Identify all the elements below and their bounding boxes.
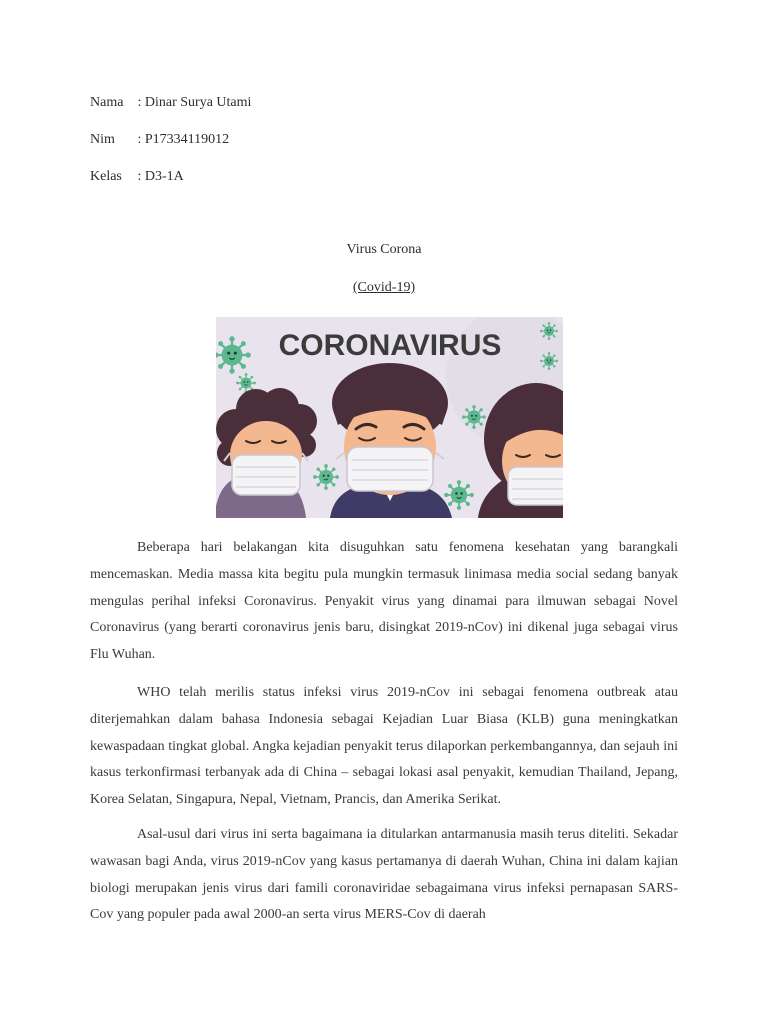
paragraph-2: WHO telah merilis status infeksi virus 2019-nCov ini sebagai fenomena outbreak atau diterjemahkan dalam bahasa Indonesia sebagai Kejadian Luar Biasa (KLB) guna meningkatkan kewaspadaan tingkat global. Angka kejadian penyakit terus dilaporkan perkembangannya, dan sejauh ini kasus terkonfirmasi terbanyak ada di China – sebagai lokasi asal penyakit, kemudian Thailand, Jepang, Korea Selatan, Singapura, Nepal, Vietnam, Prancis, dan Amerika Serikat. [90, 685, 678, 808]
paragraph-1: Beberapa hari belakangan kita disuguhkan satu fenomena kesehatan yang barangkali mencemaskan. Media massa kita begitu pula mungkin termasuk linimasa media social sedang banyak mengulas perihal infeksi Coronavirus. Penyakit virus yang dinamai para ilmuwan sebagai Novel Coronavirus (yang berarti coronavirus jenis baru, disingkat 2019-nCov) ini dikenal juga sebagai virus Flu Wuhan. [90, 540, 678, 663]
kelas-row [90, 168, 184, 186]
illustration-heading: CORONAVIRUS [278, 329, 502, 362]
nama-value: : Dinar Surya Utami [137, 95, 252, 110]
nama-label: Nama [90, 95, 124, 110]
kelas-label: Kelas [90, 169, 122, 184]
nama-row [90, 94, 251, 112]
kelas-value: : D3-1A [137, 169, 184, 184]
person-center [330, 363, 452, 518]
paragraph-3: Asal-usul dari virus ini serta bagaimana ia ditularkan antarmanusia masih terus diteliti. Sekadar wawasan bagi Anda, virus 2019-nCov yang kasus pertamanya di daerah Wuhan, China ini dalam kajian biologi merupakan jenis virus dari famili coronaviridae sebagaimana virus infeksi pernapasan SARS-Cov yang populer pada awal 2000-an serta virus MERS-Cov di daerah [90, 827, 678, 923]
document-title: Virus Corona [346, 242, 422, 257]
nim-value: : P17334119012 [137, 132, 230, 147]
document-subtitle [0, 280, 768, 296]
coronavirus-illustration [216, 317, 563, 518]
nim-label: Nim [90, 132, 115, 147]
nim-row [90, 131, 229, 149]
subtitle-text: (Covid-19) [352, 280, 416, 295]
